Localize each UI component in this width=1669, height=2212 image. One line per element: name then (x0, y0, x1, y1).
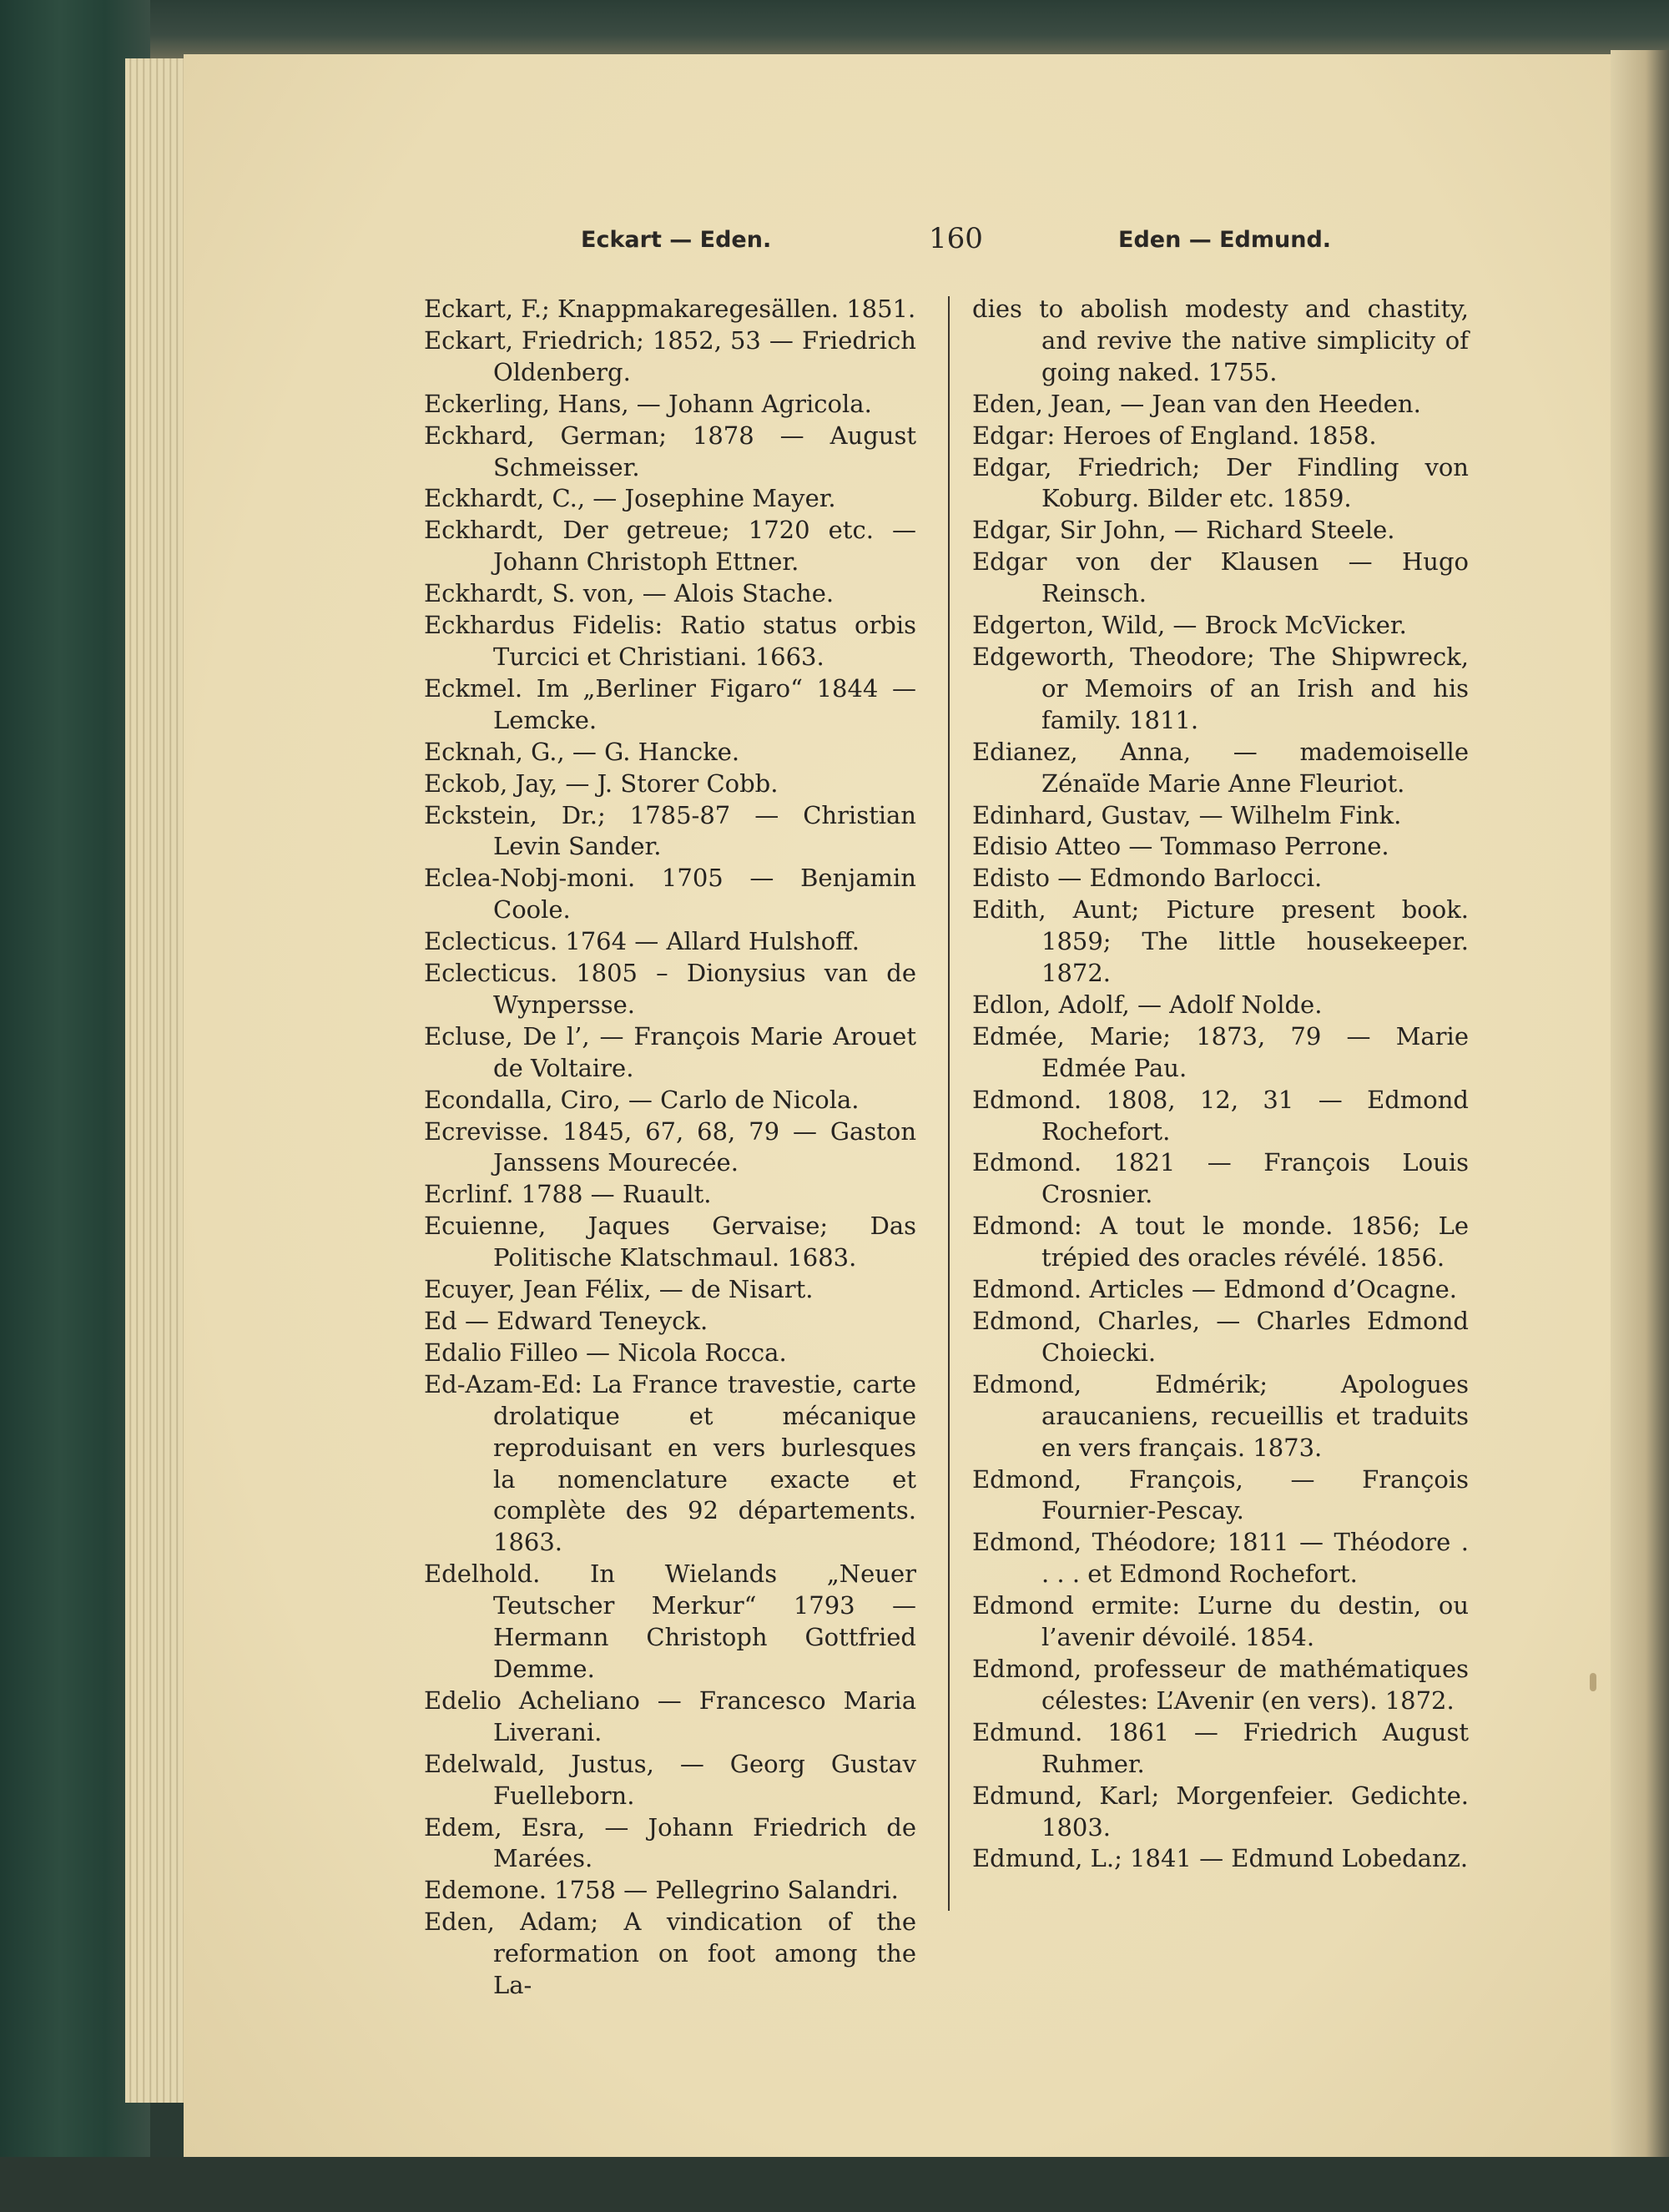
book-bottom-edge (0, 2157, 1669, 2212)
right-column (972, 294, 1469, 1875)
entry: Edgar von der Klausen — Hugo Reinsch. (972, 547, 1469, 608)
entry: Eckhardt, C., — Josephine Mayer. (424, 484, 836, 513)
running-head-left: Eckart — Eden. (581, 227, 772, 253)
entry: Edelwald, Justus, — Georg Gustav Fuelleborn. (424, 1749, 916, 1810)
entry: Edlon, Adolf, — Adolf Nolde. (972, 990, 1323, 1019)
entry: Edianez, Anna, — mademoiselle Zénaïde Marie Anne Fleuriot. (972, 737, 1469, 798)
entry: Edmond, Charles, — Charles Edmond Choiecki. (972, 1307, 1469, 1367)
entry: Edmond: A tout le monde. 1856; Le trépied des oracles révélé. 1856. (972, 1212, 1469, 1272)
entry: Edmund. 1861 — Friedrich August Ruhmer. (972, 1717, 1469, 1778)
entry: Eden, Adam; A vindication of the reformation on foot among the La- (424, 1907, 916, 2000)
entry: Edmond. Articles — Edmond d’Ocagne. (972, 1275, 1457, 1304)
entry: Edmond ermite: L’urne du destin, ou l’avenir dévoilé. 1854. (972, 1591, 1469, 1652)
entry: Eckhard, German; 1878 — August Schmeisser. (424, 421, 916, 481)
entry: Ecrevisse. 1845, 67, 68, 79 — Gaston Janssens Mourecée. (424, 1116, 916, 1177)
page-blemish (1590, 1673, 1596, 1691)
entry: Eckmel. Im „Berliner Figaro“ 1844 — Lemcke. (424, 673, 916, 734)
entry: Edmund, L.; 1841 — Edmund Lobedanz. (972, 1844, 1469, 1873)
entry: Eckhardt, Der getreue; 1720 etc. — Johann Christoph Ettner. (424, 516, 916, 577)
entry: Eckart, F.; Knappmakaregesällen. 1851. (424, 295, 916, 323)
entry: Edgerton, Wild, — Brock McVicker. (972, 611, 1407, 640)
entry: Edgar, Friedrich; Der Findling von Koburg. Bilder etc. 1859. (972, 452, 1469, 513)
entry: Eclea-Nobj-moni. 1705 — Benjamin Coole. (424, 864, 916, 925)
entry: Eckstein, Dr.; 1785-87 — Christian Levin Sander. (424, 800, 916, 861)
entry: Edgeworth, Theodore; The Shipwreck, or Memoirs of an Irish and his family. 1811. (972, 642, 1469, 734)
entry: Edinhard, Gustav, — Wilhelm Fink. (972, 800, 1402, 829)
entry: Edgar, Sir John, — Richard Steele. (972, 516, 1395, 545)
entry: Edisio Atteo — Tommaso Perrone. (972, 832, 1389, 861)
entry: Edelio Acheliano — Francesco Maria Liverani. (424, 1685, 916, 1746)
entry: Edmond, professeur de mathématiques célestes: L’Avenir (en vers). 1872. (972, 1654, 1469, 1715)
entry: Edgar: Heroes of England. 1858. (972, 421, 1377, 450)
page-gutter (1611, 50, 1669, 2186)
running-head-right: Eden — Edmund. (1118, 227, 1332, 253)
entry: Edmond, François, — François Fournier-Pescay. (972, 1464, 1469, 1525)
entry: Eckerling, Hans, — Johann Agricola. (424, 389, 872, 418)
entry: Edmond, Théodore; 1811 — Théodore . . . . et Edmond Rochefort. (972, 1528, 1469, 1589)
entry: Edmund, Karl; Morgenfeier. Gedichte. 1803. (972, 1781, 1469, 1842)
entry: dies to abolish modesty and chastity, and revive the native simplicity of going naked. 1755. (972, 295, 1469, 386)
entry: Edmée, Marie; 1873, 79 — Marie Edmée Pau. (972, 1021, 1469, 1082)
entry: Edemone. 1758 — Pellegrino Salandri. (424, 1876, 899, 1905)
entry: Ecuienne, Jaques Gervaise; Das Politische Klatschmaul. 1683. (424, 1212, 916, 1272)
left-column (424, 294, 916, 2002)
entry: Eckhardus Fidelis: Ratio status orbis Turcici et Christiani. 1663. (424, 611, 916, 671)
entry: Eckob, Jay, — J. Storer Cobb. (424, 768, 779, 798)
entry: Edisto — Edmondo Barlocci. (972, 864, 1323, 893)
entry: Ecluse, De l’, — François Marie Arouet de Voltaire. (424, 1021, 916, 1082)
entry: Ecknah, G., — G. Hancke. (424, 737, 740, 766)
entry: Eckart, Friedrich; 1852, 53 — Friedrich Oldenberg. (424, 325, 916, 386)
entry: Ecuyer, Jean Félix, — de Nisart. (424, 1275, 814, 1304)
entry: Edmond, Edmérik; Apologues araucaniens, recueillis et traduits en vers français. 1873. (972, 1369, 1469, 1462)
entry: Eden, Jean, — Jean van den Heeden. (972, 389, 1421, 418)
entry: Edith, Aunt; Picture present book. 1859; The little housekeeper. 1872. (972, 895, 1469, 988)
entry: Ed-Azam-Ed: La France travestie, carte drolatique et mécanique reproduisant en vers burlesques la nomenclature exacte et complète des 92 départements. 1863. (424, 1369, 916, 1557)
entry: Edmond. 1808, 12, 31 — Edmond Rochefort. (972, 1085, 1469, 1146)
entry: Edem, Esra, — Johann Friedrich de Marées. (424, 1812, 916, 1873)
entry: Edmond. 1821 — François Louis Crosnier. (972, 1148, 1469, 1209)
column-divider (948, 296, 950, 1911)
entry: Eclecticus. 1805 – Dionysius van de Wynpersse. (424, 959, 916, 1019)
entry: Edelhold. In Wielands „Neuer Teutscher Merkur“ 1793 — Hermann Christoph Gottfried Demme. (424, 1559, 916, 1683)
entry: Edalio Filleo — Nicola Rocca. (424, 1338, 787, 1367)
book-top-edge (0, 0, 1669, 58)
entry: Econdalla, Ciro, — Carlo de Nicola. (424, 1085, 860, 1114)
entry: Ed — Edward Teneyck. (424, 1307, 708, 1335)
entry: Ecrlinf. 1788 — Ruault. (424, 1180, 712, 1209)
entry: Eckhardt, S. von, — Alois Stache. (424, 579, 834, 608)
page-number: 160 (929, 222, 983, 255)
entry: Eclecticus. 1764 — Allard Hulshoff. (424, 927, 860, 956)
